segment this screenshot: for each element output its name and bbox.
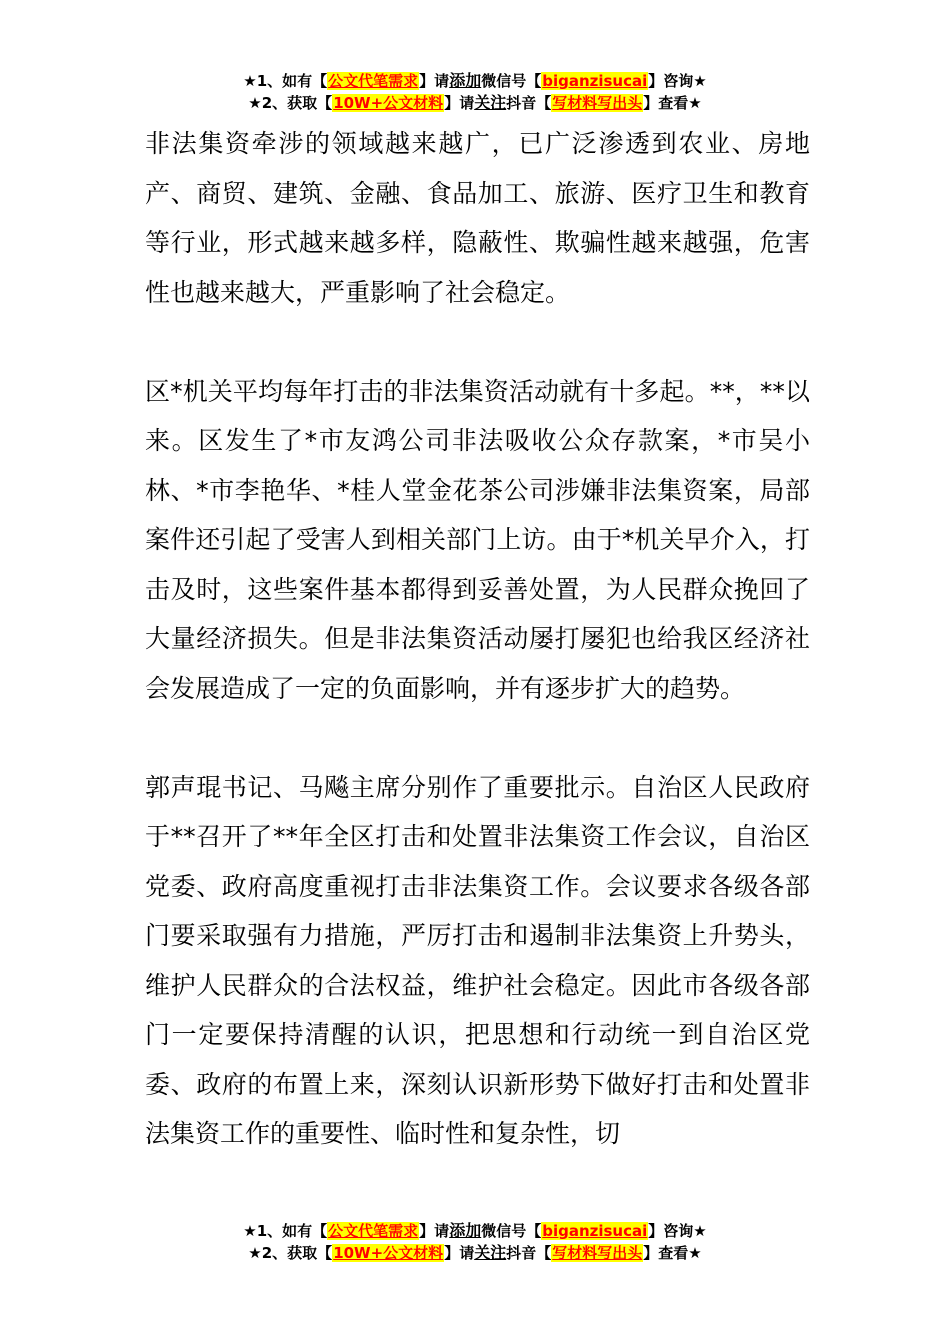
highlight-wechat-id: biganzisucai xyxy=(542,1222,648,1240)
highlight-materials: 10W+公文材料 xyxy=(333,1244,444,1262)
paragraph-2: 区*机关平均每年打击的非法集资活动就有十多起。**，**以来。区发生了*市友鸿公司非法吸收公众存款案，*市吴小林、*市李艳华、*桂人堂金花茶公司涉嫌非法集资案，局部案件还引起了受害人到相关部门上访。由于*机关早介入，打击及时，这些案件基本都得到妥善处置，为人民群众挽回了大量经济损失。但是非法集资活动屡打屡犯也给我区经济社会发展造成了一定的负面影响，并有逐步扩大的趋势。 xyxy=(145,376,810,703)
banner-text: 】咨询★ xyxy=(648,72,707,90)
banner-text: ★1、如有【 xyxy=(243,72,328,90)
highlight-ghostwriting: 公文代笔需求 xyxy=(328,1222,419,1240)
banner-text: 微信号【 xyxy=(481,72,542,90)
banner-text: 】查看★ xyxy=(643,1244,702,1262)
banner-line-1 xyxy=(0,1220,950,1242)
banner-emphasis: 关注 xyxy=(474,1243,507,1262)
banner-text: ★1、如有【 xyxy=(243,1222,328,1240)
highlight-materials: 10W+公文材料 xyxy=(333,94,444,112)
banner-text: ★2、获取【 xyxy=(248,94,333,112)
paragraph-spacer xyxy=(145,713,810,763)
banner-line-2 xyxy=(0,92,950,114)
paragraph-1: 非法集资牵涉的领域越来越广，已广泛渗透到农业、房地产、商贸、建筑、金融、食品加工、旅游、医疗卫生和教育等行业，形式越来越多样，隐蔽性、欺骗性越来越强，危害性也越来越大，严重影响了社会稳定。 xyxy=(145,129,810,307)
highlight-douyin-account: 写材料写出头 xyxy=(552,1244,643,1262)
highlight-douyin-account: 写材料写出头 xyxy=(552,94,643,112)
banner-text: 】请 xyxy=(419,1222,450,1240)
banner-text: ★2、获取【 xyxy=(248,1244,333,1262)
banner-text: 】查看★ xyxy=(643,94,702,112)
banner-emphasis: 添加 xyxy=(449,71,482,90)
banner-text: 】请 xyxy=(444,94,475,112)
footer-banner xyxy=(0,1220,950,1264)
banner-text: 抖音【 xyxy=(506,94,552,112)
document-body xyxy=(145,119,810,1159)
banner-text: 微信号【 xyxy=(481,1222,542,1240)
banner-text: 】请 xyxy=(444,1244,475,1262)
banner-text: 抖音【 xyxy=(506,1244,552,1262)
banner-line-2 xyxy=(0,1242,950,1264)
highlight-wechat-id: biganzisucai xyxy=(542,72,648,90)
paragraph-3: 郭声琨书记、马飚主席分别作了重要批示。自治区人民政府于**召开了**年全区打击和处置非法集资工作会议，自治区党委、政府高度重视打击非法集资工作。会议要求各级各部门要采取强有力措施，严厉打击和遏制非法集资上升势头，维护人民群众的合法权益，维护社会稳定。因此市各级各部门一定要保持清醒的认识，把思想和行动统一到自治区党委、政府的布置上来，深刻认识新形势下做好打击和处置非法集资工作的重要性、临时性和复杂性，切 xyxy=(145,772,810,1148)
header-banner xyxy=(0,70,950,114)
highlight-ghostwriting: 公文代笔需求 xyxy=(328,72,419,90)
banner-emphasis: 添加 xyxy=(449,1221,482,1240)
paragraph-spacer xyxy=(145,317,810,367)
banner-text: 】咨询★ xyxy=(648,1222,707,1240)
banner-emphasis: 关注 xyxy=(474,93,507,112)
banner-line-1 xyxy=(0,70,950,92)
banner-text: 】请 xyxy=(419,72,450,90)
